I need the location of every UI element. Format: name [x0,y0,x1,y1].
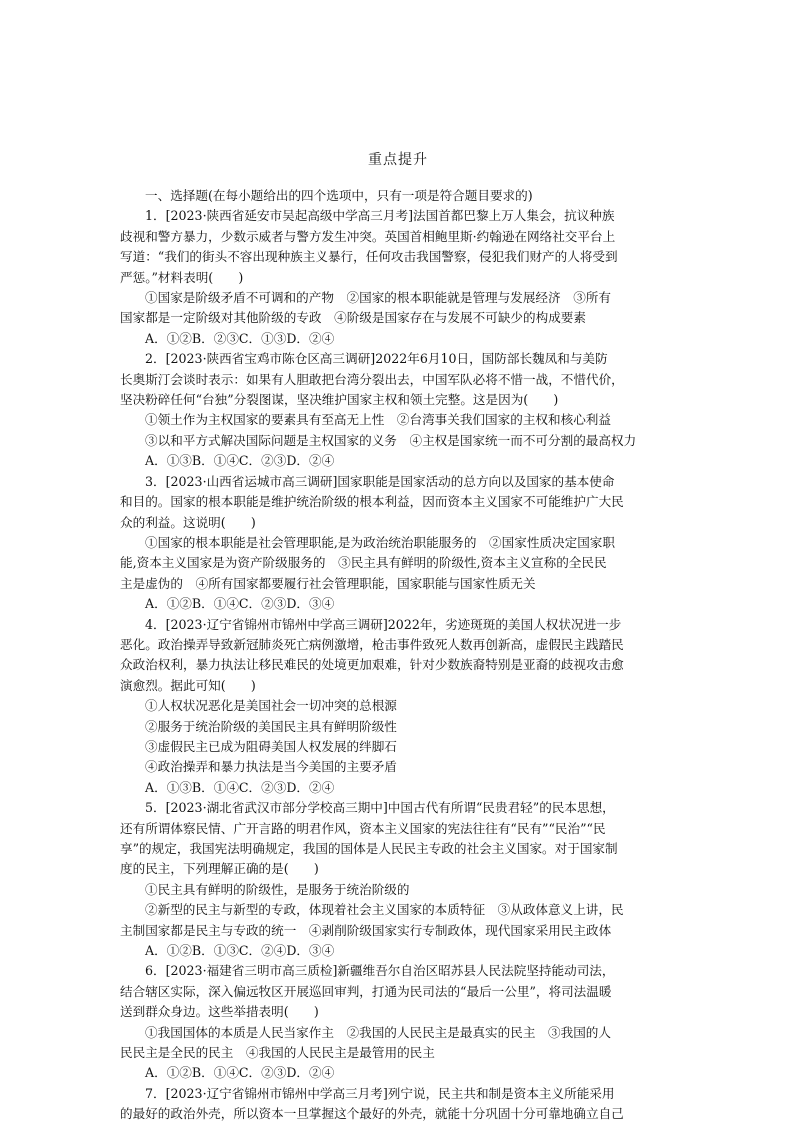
answer-choices: A．①②B．①④C．②③D．③④ [145,596,335,612]
question-stem-line: 6．[2023·福建省三明市高三质检]新疆维吾尔自治区昭苏县人民法院坚持能动司法， [145,963,615,979]
answer-choices: A．①②B．②③C．①③D．②④ [145,330,335,346]
question-stem-line: 1．[2023·陕西省延安市吴起高级中学高三月考]法国首都巴黎上万人集会，抗议种族 [145,208,615,224]
question-stem-line: 的最好的政治外壳，所以资本一旦掌握这个最好的外壳，就能十分巩固十分可靠地确立自己 [120,1106,624,1122]
question-list [120,206,676,1124]
question-stem-line: 众的利益。这说明( ) [120,514,256,530]
question-stem-line: 3．[2023·山西省运城市高三调研]国家职能是国家活动的总方向以及国家的基本使命 [145,473,615,489]
question-option-line: ①民主具有鲜明的阶级性，是服务于统治阶级的 [145,881,410,897]
question-option-line: 能,资本主义国家是为资产阶级服务的 ③民主具有鲜明的阶级性,资本主义宣称的全民民 [120,555,607,571]
question-6 [120,961,676,1083]
question-stem-line: 送到群众身边。这些举措表明( ) [120,1004,319,1020]
question-1 [120,206,676,349]
question-stem-line: 长奥斯汀会谈时表示：如果有人胆敢把台湾分裂出去，中国军队必将不惜一战，不惜代价， [120,371,624,387]
question-stem-line: 演愈烈。据此可知( ) [120,677,256,693]
question-stem-line: 5．[2023·湖北省武汉市部分学校高三期中]中国古代有所谓“民贵君轻”的民本思想， [145,800,615,816]
question-stem-line: 享”的规定，我国宪法明确规定，我国的国体是人民民主专政的社会主义国家。对于国家制 [120,841,618,856]
answer-choices: A．①②B．①③C．②④D．③④ [145,943,335,959]
question-option-line: 民民主是全民的民主 ④我国的人民民主是最管用的民主 [120,1045,435,1061]
question-4 [120,615,676,799]
question-stem-line: 写道：“我们的街头不容出现种族主义暴行，任何攻击我国警察，侵犯我们财产的人将受到 [120,249,618,265]
question-option-line: ②服务于统治阶级的美国民主具有鲜明阶级性 [145,718,397,734]
question-5 [120,798,676,961]
question-option-line: ①国家是阶级矛盾不可调和的产物 ②国家的根本职能就是管理与发展经济 ③所有 [145,290,611,306]
question-option-line: 主制国家都是民主与专政的统一 ④剥削阶级国家实行专制政体，现代国家采用民主政体 [120,922,612,938]
question-stem-line: 4．[2023·辽宁省锦州市锦州中学高三调研]2022年，劣迹斑斑的美国人权状况进一步 [145,616,622,632]
question-2 [120,349,676,471]
question-stem-line: 和目的。国家的根本职能是维护统治阶级的根本利益，因而资本主义国家不可能维护广大民 [120,494,624,510]
question-stem-line: 恶化。政治操弄导致新冠肺炎死亡病例激增，枪击事件致死人数再创新高，虚假民主践踏民 [120,636,624,652]
question-stem-line: 歧视和警方暴力，少数示威者与警方发生冲突。英国首相鲍里斯·约翰逊在网络社交平台上 [120,228,616,244]
answer-choices: A．①③B．①④C．②③D．②④ [145,779,335,795]
question-option-line: ④政治操弄和暴力执法是当今美国的主要矛盾 [145,759,397,775]
question-option-line: ②新型的民主与新型的专政，体现着社会主义国家的本质特征 ③从政体意义上讲，民 [145,902,624,918]
question-option-line: ①领土作为主权国家的要素具有至高无上性 ②台湾事关我们国家的主权和核心利益 [145,412,611,428]
question-stem-line: 严惩。”材料表明( ) [120,269,244,285]
page-title: 重点提升 [368,152,428,168]
question-option-line: ①我国国体的本质是人民当家作主 ②我国的人民民主是最真实的民主 ③我国的人 [145,1024,611,1040]
question-option-line: 主是虚伪的 ④所有国家都要履行社会管理职能，国家职能与国家性质无关 [120,575,536,591]
document-page [120,150,676,1125]
question-stem-line: 还有所谓体察民情、广开言路的明君作风，资本主义国家的宪法往往有“民有”“民治”“民 [120,820,606,836]
question-stem-line: 结合辖区实际，深入偏远牧区开展巡回审判，打通为民司法的“最后一公里”，将司法温暖 [120,983,612,999]
question-option-line: ③以和平方式解决国际问题是主权国家的义务 ④主权是国家统一而不可分割的最高权力 [145,432,637,448]
question-7 [120,1084,676,1125]
question-stem-line: 坚决粉碎任何“台独”分裂图谋，坚决维护国家主权和领土完整。这是因为( ) [120,392,559,408]
question-option-line: ①国家的根本职能是社会管理职能,是为政治统治职能服务的 ②国家性质决定国家职 [145,534,615,550]
question-3 [120,472,676,615]
question-option-line: 国家都是一定阶级对其他阶级的专政 ④阶级是国家存在与发展不可缺少的构成要素 [120,310,586,326]
question-option-line: ①人权状况恶化是美国社会一切冲突的总根源 [145,698,397,714]
question-stem-line: 7．[2023·辽宁省锦州市锦州中学高三月考]列宁说，民主共和制是资本主义所能采用 [145,1085,615,1101]
question-stem-line: 2．[2023·陕西省宝鸡市陈仓区高三调研]2022年6月10日，国防部长魏凤和与美防 [145,351,608,367]
question-stem-line: 度的民主，下列理解正确的是( ) [120,861,319,877]
question-option-line: ③虚假民主已成为阻碍美国人权发展的绊脚石 [145,738,397,754]
answer-choices: A．①②B．①④C．②③D．②④ [145,1065,335,1081]
section-heading: 一、选择题(在每小题给出的四个选项中，只有一项是符合题目要求的) [145,188,533,203]
question-stem-line: 众政治权利，暴力执法让移民难民的处境更加艰难，针对少数族裔特别是亚裔的歧视攻击愈 [120,657,624,673]
answer-choices: A．①③B．①④C．②③D．②④ [145,453,335,469]
